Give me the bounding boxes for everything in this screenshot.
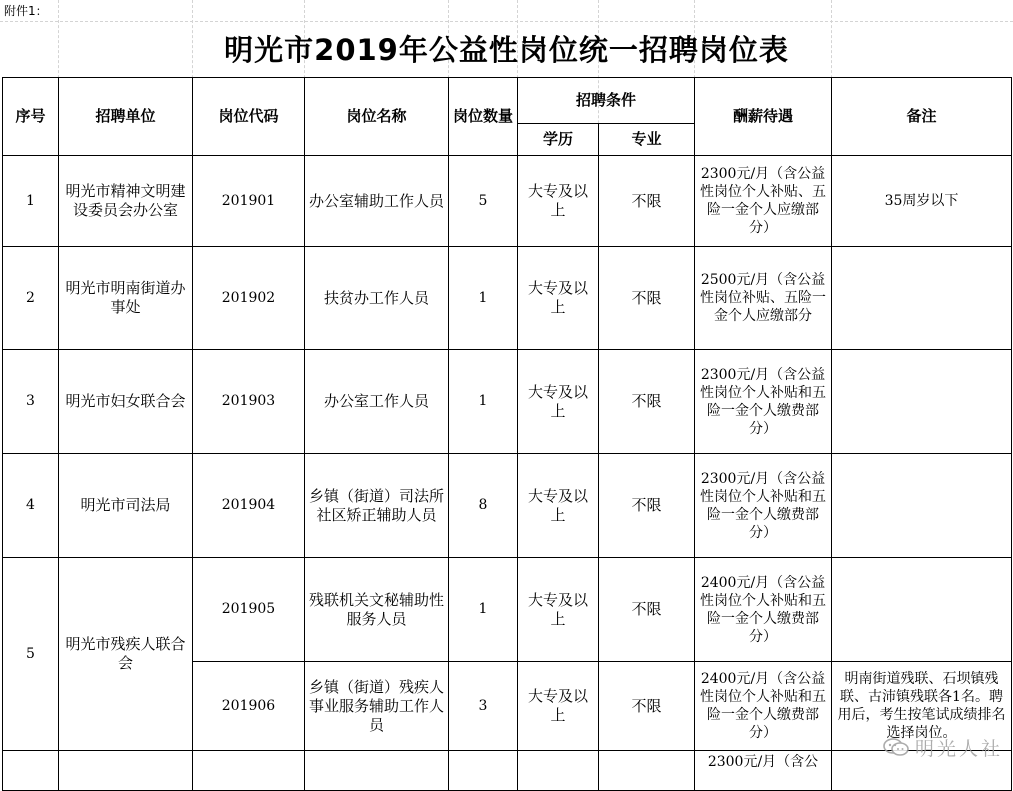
- row-pay: 2300元/月（含公益性岗位个人补贴、五险一金个人应缴部分）: [695, 156, 832, 247]
- row-major: [599, 751, 695, 791]
- row-name: 乡镇（街道）司法所社区矫正辅助人员: [305, 454, 449, 558]
- row-count: 3: [449, 662, 518, 751]
- row-major: 不限: [599, 156, 695, 247]
- recruitment-table: [2, 77, 1012, 791]
- table-row: [3, 454, 1012, 558]
- row-count: [449, 751, 518, 791]
- row-pay: 2400元/月（含公益性岗位个人补贴和五险一金个人缴费部分）: [695, 558, 832, 662]
- row-seq: 1: [3, 156, 59, 247]
- table-row: [3, 350, 1012, 454]
- table-row-partial: [3, 751, 1012, 791]
- row-code: 201903: [193, 350, 305, 454]
- row-education: 大专及以上: [518, 558, 599, 662]
- header-pay: 酬薪待遇: [695, 78, 832, 156]
- row-major: 不限: [599, 247, 695, 350]
- watermark: [883, 736, 1003, 758]
- row-count: 8: [449, 454, 518, 558]
- header-unit: 招聘单位: [59, 78, 193, 156]
- header-major: 专业: [599, 124, 695, 156]
- row-notes: 35周岁以下: [832, 156, 1012, 247]
- row-education: 大专及以上: [518, 350, 599, 454]
- row-notes: [832, 558, 1012, 662]
- row-education: 大专及以上: [518, 156, 599, 247]
- header-seq: 序号: [3, 78, 59, 156]
- row-unit: [59, 751, 193, 791]
- header-name: 岗位名称: [305, 78, 449, 156]
- table-row: [3, 247, 1012, 350]
- header-conditions: 招聘条件: [518, 78, 695, 124]
- row-seq: 2: [3, 247, 59, 350]
- row-seq: 4: [3, 454, 59, 558]
- row-code: 201906: [193, 662, 305, 751]
- row-notes: [832, 454, 1012, 558]
- row-code: 201905: [193, 558, 305, 662]
- row-major: 不限: [599, 350, 695, 454]
- row-unit: 明光市司法局: [59, 454, 193, 558]
- row-count: 5: [449, 156, 518, 247]
- row-education: 大专及以上: [518, 662, 599, 751]
- row-pay: 2300元/月（含公益性岗位个人补贴和五险一金个人缴费部分）: [695, 350, 832, 454]
- header-code: 岗位代码: [193, 78, 305, 156]
- row-pay: 2500元/月（含公益性岗位补贴、五险一金个人应缴部分: [695, 247, 832, 350]
- wechat-icon: [883, 737, 909, 757]
- table-row: [3, 558, 1012, 662]
- row-code: 201902: [193, 247, 305, 350]
- header-notes: 备注: [832, 78, 1012, 156]
- row-code: 201901: [193, 156, 305, 247]
- row-unit: 明光市妇女联合会: [59, 350, 193, 454]
- row-seq: [3, 751, 59, 791]
- header-education: 学历: [518, 124, 599, 156]
- gridline: [0, 21, 1013, 22]
- row-name: 办公室辅助工作人员: [305, 156, 449, 247]
- header-row: [3, 78, 1012, 124]
- row-name: 残联机关文秘辅助性服务人员: [305, 558, 449, 662]
- row-seq: 5: [3, 558, 59, 751]
- row-notes: [832, 350, 1012, 454]
- row-major: 不限: [599, 454, 695, 558]
- row-count: 1: [449, 558, 518, 662]
- row-count: 1: [449, 247, 518, 350]
- row-unit: 明光市残疾人联合会: [59, 558, 193, 751]
- table-row: [3, 156, 1012, 247]
- row-seq: 3: [3, 350, 59, 454]
- row-name: 乡镇（街道）残疾人事业服务辅助工作人员: [305, 662, 449, 751]
- row-count: 1: [449, 350, 518, 454]
- row-code: [193, 751, 305, 791]
- row-unit: 明光市明南街道办事处: [59, 247, 193, 350]
- row-name: 办公室工作人员: [305, 350, 449, 454]
- row-major: 不限: [599, 558, 695, 662]
- row-pay: 2300元/月（含公益性岗位个人补贴和五险一金个人缴费部分）: [695, 454, 832, 558]
- attachment-label: 附件1：: [4, 4, 48, 18]
- row-education: 大专及以上: [518, 454, 599, 558]
- row-code: 201904: [193, 454, 305, 558]
- row-major: 不限: [599, 662, 695, 751]
- row-pay: 2400元/月（含公益性岗位个人补贴和五险一金个人缴费部分）: [695, 662, 832, 751]
- row-notes: [832, 247, 1012, 350]
- row-pay: 2300元/月（含公: [695, 751, 832, 791]
- table-title: 明光市2019年公益性岗位统一招聘岗位表: [224, 33, 789, 67]
- row-unit: 明光市精神文明建设委员会办公室: [59, 156, 193, 247]
- header-count: 岗位数量: [449, 78, 518, 156]
- row-name: [305, 751, 449, 791]
- row-education: 大专及以上: [518, 247, 599, 350]
- row-name: 扶贫办工作人员: [305, 247, 449, 350]
- row-education: [518, 751, 599, 791]
- watermark-text: 明光人社: [914, 737, 1003, 760]
- row-notes: 明南街道残联、石坝镇残联、古沛镇残联各1名。聘用后，考生按笔试成绩排名选择岗位。: [832, 662, 1012, 751]
